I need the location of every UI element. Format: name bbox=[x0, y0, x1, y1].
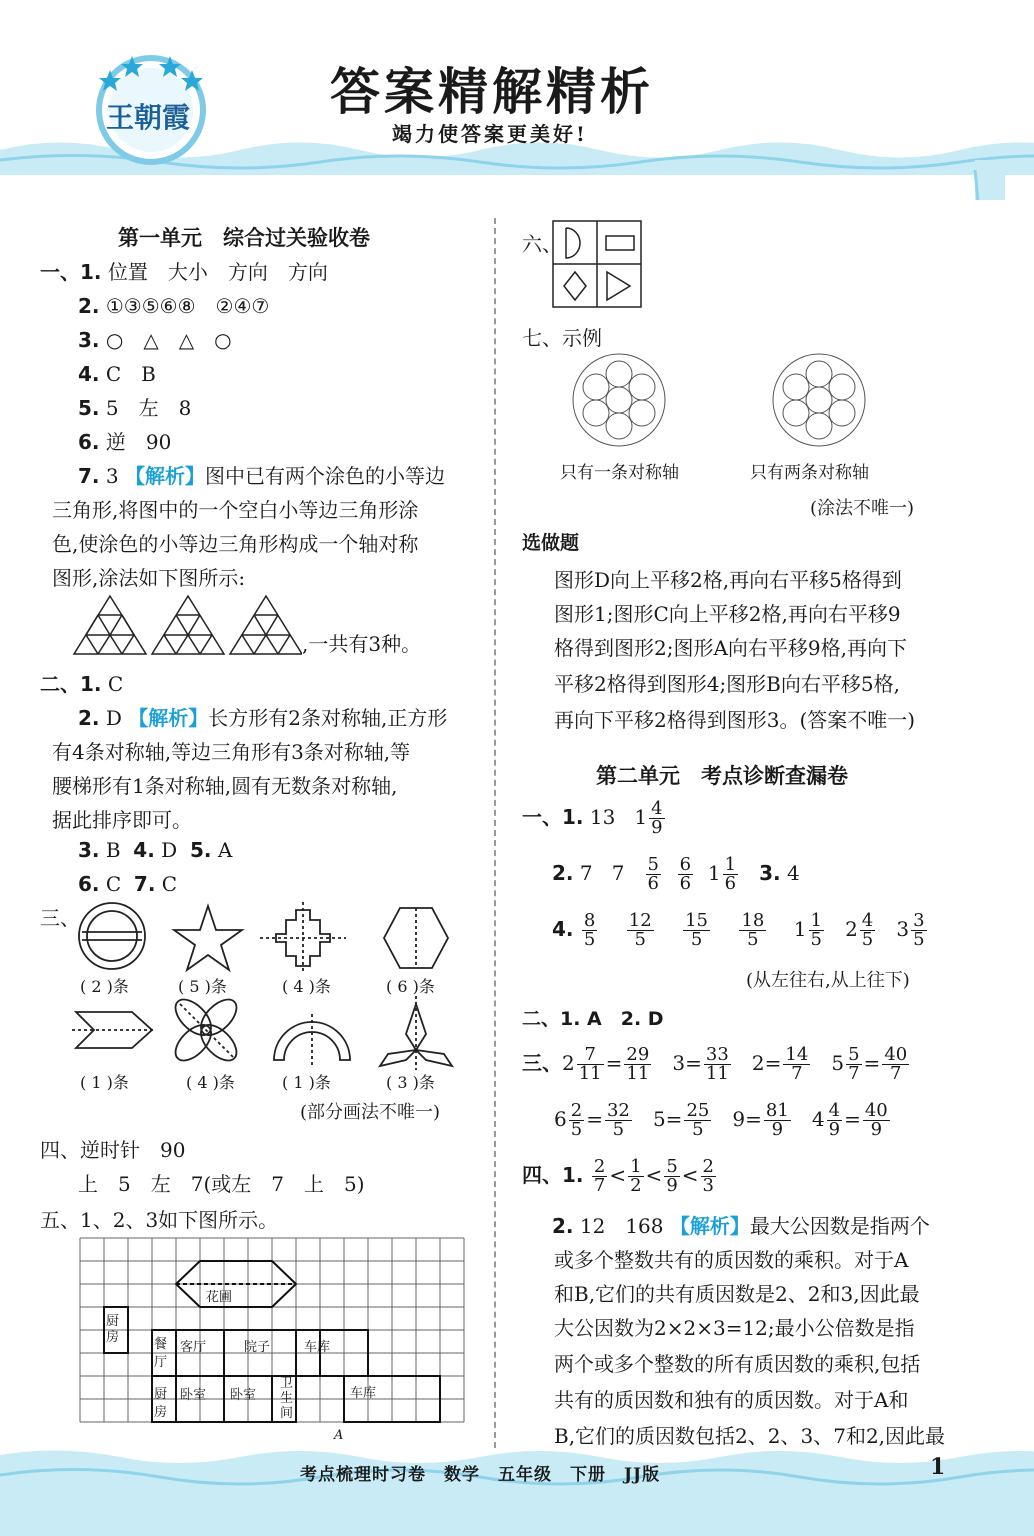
column-divider bbox=[494, 218, 496, 1448]
grid-point-a: A bbox=[334, 1428, 344, 1443]
denominator: 11 bbox=[578, 1063, 602, 1084]
circle-pattern-1 bbox=[573, 354, 665, 446]
logo bbox=[92, 48, 210, 166]
fraction bbox=[860, 912, 875, 949]
fraction bbox=[683, 912, 710, 949]
answer: ①③⑤⑥⑧ ②④⑦ bbox=[105, 294, 270, 318]
answer: 13 bbox=[589, 805, 616, 829]
q-num: 二、1. bbox=[40, 672, 102, 696]
triangle-figure-2 bbox=[152, 596, 224, 654]
answer: 位置 大小 方向 方向 bbox=[107, 260, 328, 284]
q-num: 2. bbox=[552, 1214, 574, 1238]
fraction bbox=[723, 856, 738, 893]
numerator: 4 bbox=[651, 798, 663, 819]
grid-garage-1: 车库 bbox=[304, 1340, 331, 1355]
fraction bbox=[911, 912, 926, 949]
fraction bbox=[678, 856, 693, 893]
denominator: 9 bbox=[771, 1119, 784, 1140]
unit1-title: 第一单元 综合过关验收卷 bbox=[118, 226, 370, 250]
q-num: 四、1. bbox=[522, 1163, 584, 1187]
whole: 2 bbox=[751, 1051, 765, 1075]
mixed-whole: 2 bbox=[562, 1051, 575, 1075]
q-num: 4. bbox=[133, 838, 155, 862]
fraction bbox=[764, 1102, 791, 1139]
answer: 逆时针 90 bbox=[80, 1138, 186, 1162]
numerator: 8 bbox=[583, 910, 596, 931]
shape-caption: ( 4 )条 bbox=[186, 1073, 235, 1092]
u2-s2: 二、1. A 2. D bbox=[522, 1008, 664, 1030]
s1-q3 bbox=[78, 324, 232, 353]
q-num: 2. bbox=[552, 861, 574, 885]
explanation-line: 有4条对称轴,等边三角形有3条对称轴,等 bbox=[52, 740, 411, 764]
shape-caption: ( 4 )条 bbox=[282, 977, 331, 996]
grid-kitchen-1: 厨房 bbox=[106, 1314, 120, 1345]
fraction bbox=[783, 1046, 810, 1083]
rhombus-icon bbox=[564, 272, 586, 300]
numerator: 4 bbox=[828, 1100, 841, 1121]
denominator: 5 bbox=[634, 929, 646, 950]
circle-strip-icon bbox=[79, 903, 145, 969]
denominator: 5 bbox=[692, 1119, 704, 1140]
star-icon bbox=[174, 906, 242, 970]
elective-line: 图形D向上平移2格,再向右平移5格得到 bbox=[554, 568, 902, 592]
fraction bbox=[605, 1102, 632, 1139]
less-than: < bbox=[609, 1163, 627, 1187]
triangle-figures bbox=[72, 594, 302, 658]
q-num: 5. bbox=[189, 838, 212, 862]
s1-q7-tail: ,一共有3种。 bbox=[302, 632, 422, 656]
s7-label: 七、示例 bbox=[522, 326, 602, 350]
s2-q1 bbox=[40, 668, 123, 697]
explanation: 图中已有两个涂色的小等边 bbox=[204, 464, 445, 488]
s7-note: (涂法不唯一) bbox=[810, 498, 915, 519]
numerator: 4 bbox=[861, 910, 874, 931]
explanation-line: 三角形,将图中的一个空白小等边三角形涂 bbox=[52, 498, 419, 522]
explanation: 长方形有2条对称轴,正方形 bbox=[208, 706, 448, 730]
u2-q2 bbox=[552, 856, 800, 893]
fraction bbox=[577, 1046, 604, 1083]
s4 bbox=[40, 1134, 185, 1163]
s5-label: 五、1、2、3如下图所示。 bbox=[40, 1208, 279, 1232]
fraction bbox=[684, 1102, 711, 1139]
numerator: 2 bbox=[702, 1156, 714, 1177]
denominator: 7 bbox=[848, 1063, 860, 1084]
explanation: 最大公因数是指两个 bbox=[749, 1214, 930, 1238]
numerator: 14 bbox=[785, 1044, 809, 1065]
half-circle-icon bbox=[566, 228, 580, 258]
s2-q3-5 bbox=[78, 838, 232, 862]
numerator: 2 bbox=[570, 1100, 583, 1121]
denominator: 9 bbox=[651, 817, 663, 838]
s1-q4 bbox=[78, 358, 156, 387]
answer: C bbox=[105, 872, 122, 896]
explanation-line: 色,使涂色的小等边三角形构成一个轴对称 bbox=[52, 532, 419, 556]
numerator: 25 bbox=[686, 1100, 710, 1121]
page-title: 答案精解精析 bbox=[330, 63, 654, 121]
numerator: 33 bbox=[705, 1044, 729, 1065]
denominator: 7 bbox=[791, 1063, 803, 1084]
mixed-whole: 1 bbox=[707, 861, 721, 885]
answer: 7 bbox=[579, 861, 593, 885]
u2-s3-row2: 6 $\frac{2}{5}$ = $\frac{32}{5}$ 5= $\frac{25}{5}$ 9= $\frac{81}{9}$ 4 $\frac{4}{9}$ = $\frac{40}{9}$ bbox=[554, 1100, 888, 1140]
numerator: 12 bbox=[628, 910, 652, 931]
fraction bbox=[739, 912, 766, 949]
denominator: 2 bbox=[630, 1175, 642, 1196]
circle-patterns bbox=[570, 352, 900, 452]
q-num: 3. bbox=[759, 861, 781, 885]
s7-caption-2: 只有两条对称轴 bbox=[750, 463, 869, 483]
answer: B bbox=[105, 838, 121, 862]
explanation-line: 腰梯形有1条对称轴,圆有无数条对称轴, bbox=[52, 774, 398, 798]
whole: 3 bbox=[672, 1051, 686, 1075]
q-num: 3. bbox=[78, 328, 100, 352]
denominator: 5 bbox=[861, 929, 874, 950]
four-petal-icon bbox=[169, 993, 243, 1067]
footer-band bbox=[0, 1445, 1034, 1536]
answer: C bbox=[161, 872, 178, 896]
denominator: 11 bbox=[705, 1063, 729, 1084]
q-num: 一、1. bbox=[40, 260, 102, 284]
denominator: 7 bbox=[890, 1063, 902, 1084]
answer: 5 左 8 bbox=[105, 396, 192, 420]
answer: C B bbox=[105, 362, 156, 386]
elective-title: 选做题 bbox=[522, 532, 580, 554]
q-num: 3. bbox=[78, 838, 100, 862]
fraction bbox=[809, 912, 824, 949]
triangle-icon bbox=[607, 272, 630, 300]
section-label: 三、 bbox=[522, 1051, 562, 1075]
numerator: 40 bbox=[864, 1100, 888, 1121]
s1-q5 bbox=[78, 392, 191, 421]
grid-bedroom-2: 卧室 bbox=[230, 1388, 257, 1403]
less-than: < bbox=[645, 1163, 663, 1187]
answer: 12 168 bbox=[579, 1214, 664, 1238]
denominator: 5 bbox=[583, 929, 596, 950]
fraction bbox=[704, 1046, 731, 1083]
numerator: 1 bbox=[724, 854, 737, 875]
numerator: 6 bbox=[679, 854, 692, 875]
explanation-line: 大公因数为2×2×3=12;最小公倍数是指 bbox=[554, 1316, 915, 1340]
q-num: 5. bbox=[78, 396, 100, 420]
denominator: 9 bbox=[666, 1175, 678, 1196]
explanation-line: 据此排序即可。 bbox=[52, 808, 192, 832]
numerator: 32 bbox=[606, 1100, 630, 1121]
circle-pattern-2 bbox=[773, 354, 865, 446]
explanation-line: 或多个整数共有的质因数的乘积。对于A bbox=[554, 1248, 909, 1272]
chevron-shape-icon bbox=[72, 1012, 156, 1048]
s6-label: 六、 bbox=[522, 232, 562, 256]
grid-bedroom-1: 卧室 bbox=[180, 1388, 207, 1403]
numerator: 15 bbox=[685, 910, 709, 931]
fraction bbox=[569, 1102, 584, 1139]
grid-garden: 花圃 bbox=[206, 1290, 233, 1305]
s7-caption-1: 只有一条对称轴 bbox=[560, 463, 679, 483]
triangle-figure-1 bbox=[74, 596, 146, 654]
grid-yard: 院子 bbox=[244, 1340, 271, 1355]
shape-caption: ( 1 )条 bbox=[80, 1073, 129, 1092]
explanation-line: 共有的质因数和独有的质因数。对于A和 bbox=[554, 1388, 909, 1412]
mixed-whole: 3 bbox=[896, 917, 910, 941]
q-num: 一、1. bbox=[522, 805, 584, 829]
s2-q2 bbox=[78, 702, 447, 731]
fraction bbox=[863, 1102, 890, 1139]
fraction bbox=[592, 1158, 607, 1195]
fraction bbox=[664, 1158, 679, 1195]
numerator: 29 bbox=[626, 1044, 650, 1065]
explanation-line: 和B,它们的共有质因数是2、2和3,因此最 bbox=[554, 1282, 920, 1306]
numerator: 2 bbox=[593, 1156, 606, 1177]
elective-line: 格得到图形2;图形A向右平移9格,再向下 bbox=[554, 636, 907, 660]
shape-caption: ( 6 )条 bbox=[386, 977, 435, 996]
numerator: 18 bbox=[741, 910, 765, 931]
fraction bbox=[882, 1046, 909, 1083]
fraction bbox=[582, 912, 597, 949]
q-num: 7. bbox=[78, 464, 100, 488]
fraction bbox=[646, 856, 661, 893]
mixed-whole: 2 bbox=[845, 917, 858, 941]
elective-line: 再向下平移2格得到图形3。(答案不唯一) bbox=[554, 708, 916, 732]
answer: 7 bbox=[611, 861, 625, 885]
fraction bbox=[649, 800, 664, 837]
denominator: 6 bbox=[679, 873, 692, 894]
u2-q4-note: (从左往右,从上往下) bbox=[746, 970, 910, 991]
quadrant-shapes bbox=[552, 220, 642, 308]
denominator: 3 bbox=[702, 1175, 714, 1196]
grid-kitchen-2: 厨房 bbox=[154, 1387, 168, 1420]
mixed-whole: 6 bbox=[554, 1107, 567, 1131]
fraction bbox=[827, 1102, 842, 1139]
fraction bbox=[624, 1046, 651, 1083]
s1-q1 bbox=[40, 256, 328, 285]
s2-q6-7 bbox=[78, 872, 177, 896]
q-num: 2. bbox=[78, 294, 100, 318]
grid-garage-2: 车库 bbox=[350, 1386, 377, 1401]
shape-caption: ( 1 )条 bbox=[282, 1073, 331, 1092]
denominator: 5 bbox=[747, 929, 759, 950]
numerator: 7 bbox=[577, 1046, 604, 1065]
q-num: 2. bbox=[78, 706, 100, 730]
denominator: 11 bbox=[626, 1063, 650, 1084]
denominator: 9 bbox=[828, 1119, 841, 1140]
whole: 9 bbox=[732, 1107, 746, 1131]
s1-q6 bbox=[78, 426, 171, 455]
answer: D bbox=[105, 706, 122, 730]
house-grid bbox=[78, 1236, 466, 1424]
u2-s3-row1: 三、2 $\frac{7}{11}$ = $\frac{29}{11}$ 3= $\frac{33}{11}$ 2= $\frac{14}{7}$ 5 $\frac{5}{7}$ = $\frac{40}{7}$ bbox=[522, 1044, 908, 1084]
answer: ○ △ △ ○ bbox=[105, 328, 232, 352]
page-number: 1 bbox=[930, 1454, 946, 1480]
rectangle-icon bbox=[606, 236, 634, 250]
u2-q4 bbox=[552, 912, 929, 949]
numerator: 1 bbox=[810, 910, 822, 931]
shape-caption: ( 5 )条 bbox=[178, 977, 227, 996]
mixed-whole: 1 bbox=[634, 805, 648, 829]
numerator: 5 bbox=[848, 1044, 860, 1065]
denominator: 5 bbox=[612, 1119, 625, 1140]
numerator: 81 bbox=[765, 1100, 789, 1121]
mixed-whole: 4 bbox=[811, 1107, 825, 1131]
denominator: 5 bbox=[810, 929, 822, 950]
denominator: 5 bbox=[690, 929, 703, 950]
answer: 逆 90 bbox=[105, 430, 172, 454]
denominator: 5 bbox=[570, 1119, 583, 1140]
triangle-figure-3 bbox=[230, 596, 302, 654]
explanation-line: 两个或多个整数的所有质因数的乘积,包括 bbox=[554, 1352, 921, 1376]
q-num: 6. bbox=[78, 872, 100, 896]
grid-dining: 餐厅 bbox=[154, 1337, 168, 1370]
answer: 3 bbox=[105, 464, 119, 488]
analysis-tag: 【解析】 bbox=[669, 1214, 750, 1238]
fraction bbox=[627, 912, 654, 949]
explanation-line: 图形,涂法如下图所示: bbox=[52, 566, 246, 590]
q-num: 4. bbox=[78, 362, 100, 386]
answer: A bbox=[217, 838, 233, 862]
fraction bbox=[701, 1158, 716, 1195]
s3-label: 三、 bbox=[40, 906, 80, 930]
page-subtitle: 竭力使答案更美好! bbox=[392, 122, 588, 146]
unit2-title: 第二单元 考点诊断查漏卷 bbox=[596, 764, 848, 788]
denominator: 9 bbox=[870, 1119, 883, 1140]
elective-line: 平移2格得到图形4;图形B向右平移5格, bbox=[554, 672, 900, 696]
s1-q2 bbox=[78, 290, 269, 319]
analysis-tag: 【解析】 bbox=[128, 706, 209, 730]
numerator: 1 bbox=[630, 1156, 642, 1177]
u2-s4-q1 bbox=[522, 1158, 718, 1195]
numerator: 5 bbox=[647, 854, 659, 875]
logo-text: 王朝霞 bbox=[106, 101, 191, 134]
fraction bbox=[628, 1158, 643, 1195]
mixed-whole: 5 bbox=[831, 1051, 845, 1075]
grid-bathroom: 卫生间 bbox=[280, 1376, 294, 1421]
hexagon-icon bbox=[384, 908, 448, 968]
u2-q1 bbox=[522, 800, 667, 837]
analysis-tag: 【解析】 bbox=[124, 464, 205, 488]
three-petal-icon bbox=[380, 996, 452, 1070]
elective-line: 图形1;图形C向上平移2格,再向右平移9 bbox=[554, 602, 901, 626]
answer: C bbox=[107, 672, 124, 696]
s1-q7 bbox=[78, 460, 445, 489]
section-label: 四、 bbox=[40, 1138, 80, 1162]
q-num: 4. bbox=[552, 917, 574, 941]
s4-line2: 上 5 左 7(或左 7 上 5) bbox=[78, 1172, 365, 1196]
numerator: 3 bbox=[913, 910, 925, 931]
arch-icon bbox=[274, 1014, 350, 1066]
answer: D bbox=[161, 838, 178, 862]
cross-shape-icon bbox=[260, 902, 346, 974]
fraction bbox=[846, 1046, 861, 1083]
denominator: 5 bbox=[913, 929, 925, 950]
explanation-line: B,它们的质因数包括2、2、3、7和2,因此最 bbox=[554, 1424, 946, 1448]
denominator: 6 bbox=[724, 873, 737, 894]
denominator: 7 bbox=[593, 1175, 606, 1196]
mixed-whole: 1 bbox=[793, 917, 807, 941]
whole: 5 bbox=[652, 1107, 666, 1131]
denominator: 6 bbox=[647, 873, 659, 894]
numerator: 40 bbox=[884, 1044, 908, 1065]
answer: 4 bbox=[786, 861, 800, 885]
footer-text: 考点梳理时习卷 数学 五年级 下册 JJ版 bbox=[300, 1465, 661, 1485]
numerator: 5 bbox=[666, 1156, 678, 1177]
q-num: 6. bbox=[78, 430, 100, 454]
u2-s4-q2 bbox=[552, 1210, 930, 1239]
shape-caption: ( 2 )条 bbox=[80, 977, 129, 996]
less-than: < bbox=[681, 1163, 699, 1187]
shape-caption: ( 3 )条 bbox=[386, 1073, 435, 1092]
grid-living: 客厅 bbox=[180, 1340, 207, 1355]
q-num: 7. bbox=[133, 872, 156, 896]
s3-note: (部分画法不唯一) bbox=[300, 1102, 441, 1123]
